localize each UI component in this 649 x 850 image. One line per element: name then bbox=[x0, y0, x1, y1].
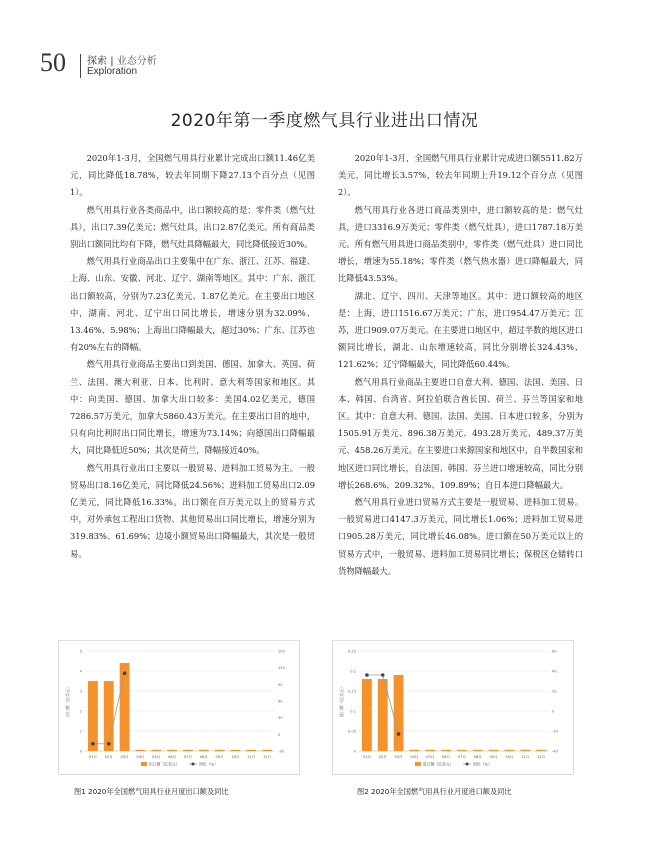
import-chart-bar bbox=[425, 750, 435, 751]
import-chart-x-tick-label: 07月 bbox=[457, 755, 467, 759]
right-paragraph-3: 湖北、辽宁、四川、天津等地区。其中：进口额较高的地区是：上海，进口1516.67万美元；广东，进口954.47万美元；江苏，进口909.07万美元。在主要进口地区中，超过半数的地区进口额同比增长，湖北、山东增速较高，同比分别增长324.43%、121.62%；辽宁降幅最大，同比降低60.44%。 bbox=[338, 290, 583, 370]
export-chart-y2-tick-label: 120 bbox=[278, 666, 285, 671]
export-chart-line-point bbox=[123, 671, 127, 675]
export-chart bbox=[58, 640, 300, 775]
import-chart-x-tick-label: 06月 bbox=[441, 755, 451, 759]
import-chart-line-point bbox=[381, 673, 385, 677]
export-chart-bar bbox=[215, 750, 225, 751]
figure-2-caption: 图2 2020年全国燃气用具行业月度进口额及同比 bbox=[357, 787, 512, 796]
export-chart-bar bbox=[151, 750, 161, 751]
export-chart-y-axis-label: 出口额（亿美元） bbox=[65, 685, 70, 717]
left-paragraph-1: 2020年1-3月，全国燃气用具行业累计完成出口额11.46亿美元，同比降低18.78%，较去年同期下降27.13个百分点（见图1）。 bbox=[70, 153, 315, 198]
right-paragraph-5: 燃气用具行业进口贸易方式主要是一般贸易、进料加工贸易。一般贸易进口4147.3万美元，同比增长1.06%；进料加工贸易进口905.28万美元，同比增长46.08%。进口额在50万美元以上的贸易方式中，一般贸易、进料加工贸易同比增长；保税区仓储转口货物降幅最大。 bbox=[338, 497, 583, 576]
right-paragraph-4: 燃气用具行业商品主要进口自意大利、德国、法国、美国、日本、韩国、台湾省、阿拉伯联合酋长国、荷兰、芬兰等国家和地区。其中：自意大利、德国、法国、美国、日本进口较多，分别为1505.91万美元、896.38万美元、493.28万美元、489.37万美元、458.26万美元。在主要进口来源国家和地区中，自半数国家和地区进口同比增长，自法国、韩国、芬兰进口增速较高，同比分别增长268.6%、209.32%、109.89%；自日本进口降幅最大。 bbox=[338, 376, 583, 490]
import-chart-line-point bbox=[397, 732, 401, 736]
import-chart-y2-tick-label: 60 bbox=[552, 649, 557, 654]
section-category: 探索 bbox=[87, 56, 107, 67]
import-chart-bar bbox=[457, 750, 467, 751]
figure-1-caption: 图1 2020年全国燃气用具行业月度出口额及同比 bbox=[74, 787, 229, 796]
export-chart-x-tick-label: 04月 bbox=[136, 755, 145, 759]
import-chart-y-axis-label: 进口额（亿美元） bbox=[339, 685, 344, 717]
export-chart-x-tick-label: 06月 bbox=[167, 755, 177, 759]
right-paragraph-2: 燃气用具行业各进口商品类别中，进口额较高的是：燃气灶具，进口3316.9万美元；零件类（燃气灶具），进口1787.18万美元。所有燃气用具进口商品类别中，零件类（燃气灶具）进口同比增长，增速为55.18%；零件类（燃气热水器）进口降幅最大，同比降低43.53%。 bbox=[338, 204, 583, 284]
section-label bbox=[87, 52, 157, 67]
left-paragraph-3: 燃气用具行业商品出口主要集中在广东、浙江、江苏、福建、上海、山东、安徽、河北、辽宁、湖南等地区。其中：广东、浙江出口额较高，分别为7.23亿美元、1.87亿美元。在主要出口地区中，湖南、河北、辽宁出口同比增长，增速分别为32.09%、13.46%、5.98%；上海出口降幅最大，超过30%；广东、江苏也有20%左右的降幅。 bbox=[70, 256, 315, 353]
section-label-en: Exploration bbox=[87, 66, 138, 77]
export-chart-line-point bbox=[91, 742, 95, 746]
export-chart-x-tick-label: 03月 bbox=[120, 755, 129, 759]
import-chart-x-tick-label: 05月 bbox=[426, 755, 435, 759]
export-chart-y2-tick-label: 60 bbox=[278, 699, 283, 704]
export-chart-x-tick-label: 12月 bbox=[262, 755, 272, 759]
export-chart-legend-line-label: 同比（%） bbox=[199, 761, 218, 767]
import-chart-x-tick-label: 04月 bbox=[410, 755, 419, 759]
import-chart-x-tick-label: 12月 bbox=[536, 755, 546, 759]
import-chart-x-tick-label: 08月 bbox=[473, 755, 482, 759]
export-chart-y2-tick-label: 150 bbox=[278, 649, 285, 654]
import-chart-y2-tick-label: 0 bbox=[552, 709, 555, 714]
import-chart-x-tick-label: 10月 bbox=[505, 755, 514, 759]
export-chart-y-tick-label: 1 bbox=[79, 729, 82, 734]
right-paragraph-1: 2020年1-3月，全国燃气用具行业累计完成进口额5511.82万美元，同比增长3.57%，较去年同期上升19.12个百分点（见图2）。 bbox=[338, 153, 583, 198]
export-chart-x-tick-label: 10月 bbox=[231, 755, 240, 759]
import-chart-bar bbox=[441, 750, 451, 751]
import-chart-y2-tick-label: -20 bbox=[552, 729, 558, 734]
import-chart-legend-bar-swatch bbox=[415, 762, 421, 766]
import-chart-bar bbox=[394, 675, 404, 751]
export-chart-y-tick-label: 0 bbox=[79, 749, 82, 754]
export-chart-y2-tick-label: -30 bbox=[278, 749, 284, 754]
section-separator: | bbox=[110, 56, 117, 67]
left-column bbox=[70, 150, 315, 563]
import-chart-bar bbox=[489, 750, 499, 751]
export-chart-bar bbox=[246, 750, 256, 751]
import-chart-legend-line-label: 同比（%） bbox=[473, 761, 492, 767]
export-chart-bar bbox=[88, 681, 98, 751]
export-chart-svg bbox=[59, 641, 299, 774]
export-chart-bar bbox=[167, 750, 177, 751]
export-chart-bar bbox=[199, 750, 209, 751]
import-chart-x-tick-label: 09月 bbox=[489, 755, 498, 759]
import-chart-y-tick-label: 0.15 bbox=[347, 689, 356, 694]
import-chart-y-tick-label: 0.1 bbox=[350, 709, 356, 714]
export-chart-x-tick-label: 08月 bbox=[199, 755, 208, 759]
export-chart-x-tick-label: 05月 bbox=[152, 755, 161, 759]
article-title: 2020年第一季度燃气具行业进出口情况 bbox=[170, 111, 479, 131]
import-chart-x-tick-label: 02月 bbox=[378, 755, 387, 759]
import-chart-y2-tick-label: -40 bbox=[552, 749, 558, 754]
import-chart-line-point bbox=[365, 673, 369, 677]
import-chart-y2-tick-label: 40 bbox=[552, 669, 557, 674]
export-chart-y2-tick-label: 90 bbox=[278, 682, 283, 687]
export-chart-y-tick-label: 4 bbox=[79, 669, 82, 674]
import-chart-bar bbox=[362, 679, 372, 751]
import-chart-y-tick-label: 0.25 bbox=[347, 649, 356, 654]
import-chart-legend-line-marker bbox=[466, 763, 469, 766]
import-chart-bar bbox=[536, 750, 546, 751]
export-chart-y-tick-label: 2 bbox=[79, 709, 82, 714]
right-column bbox=[338, 150, 583, 580]
header-divider bbox=[80, 54, 81, 78]
left-paragraph-5: 燃气用具行业出口主要以一般贸易、进料加工贸易为主。一般贸易出口8.16亿美元，同比降低24.56%；进料加工贸易出口2.09亿美元，同比降低16.33%。出口额在百万美元以上的贸易方式中，对外承包工程出口货物、其他贸易出口同比增长，增速分别为319.83%、61.69%；边境小额贸易出口降幅最大，其次是一般贸易。 bbox=[70, 462, 315, 559]
import-chart-y-tick-label: 0.05 bbox=[347, 729, 356, 734]
export-chart-x-tick-label: 07月 bbox=[183, 755, 193, 759]
export-chart-bar bbox=[104, 681, 114, 751]
import-chart-x-tick-label: 03月 bbox=[394, 755, 403, 759]
import-chart-bar bbox=[473, 750, 483, 751]
import-chart-x-tick-label: 11月 bbox=[521, 755, 530, 759]
import-chart-svg bbox=[333, 641, 573, 774]
export-chart-y2-tick-label: 0 bbox=[278, 732, 281, 737]
page-number: 50 bbox=[40, 48, 66, 77]
left-paragraph-2: 燃气用具行业各类商品中，出口额较高的是：零件类（燃气灶具），出口7.39亿美元；燃气灶具，出口2.87亿美元。所有商品类别出口额同比均有下降，燃气灶具降幅最大，同比降低接近30%。 bbox=[70, 204, 315, 250]
export-chart-x-tick-label: 02月 bbox=[104, 755, 113, 759]
export-chart-y-tick-label: 3 bbox=[79, 689, 82, 694]
import-chart-legend-bar-label: 进口额（亿美元） bbox=[423, 761, 454, 767]
export-chart-x-tick-label: 01月 bbox=[88, 755, 98, 759]
import-chart-x-tick-label: 01月 bbox=[362, 755, 372, 759]
import-chart-bar bbox=[378, 679, 388, 751]
export-chart-x-tick-label: 09月 bbox=[215, 755, 224, 759]
section-subcategory: 业态分析 bbox=[116, 56, 157, 67]
export-chart-bar bbox=[136, 750, 146, 751]
export-chart-x-tick-label: 11月 bbox=[247, 755, 256, 759]
export-chart-bar bbox=[183, 750, 193, 751]
export-chart-legend-bar-label: 出口额（亿美元） bbox=[149, 761, 180, 767]
import-chart-y-tick-label: 0.2 bbox=[350, 669, 356, 674]
left-paragraph-4: 燃气用具行业商品主要出口到美国、德国、加拿大、英国、荷兰、法国、澳大利亚、日本、比利时、意大利等国家和地区。其中：向美国、德国、加拿大出口较多：美国4.02亿美元，德国7286.57万美元，加拿大5860.43万美元。在主要出口目的地中，只有向比利时出口同比增长，增速为73.14%；向德国出口降幅最大，同比降低近50%；其次是荷兰，降幅接近40%。 bbox=[70, 359, 315, 456]
import-chart-bar bbox=[505, 750, 515, 751]
export-chart-legend-bar-swatch bbox=[141, 762, 147, 766]
import-chart-bar bbox=[520, 750, 530, 751]
import-chart-bar bbox=[410, 750, 420, 751]
export-chart-y-tick-label: 5 bbox=[79, 649, 82, 654]
export-chart-y2-tick-label: 30 bbox=[278, 716, 283, 721]
export-chart-bar bbox=[262, 750, 272, 751]
import-chart bbox=[332, 640, 574, 775]
export-chart-bar bbox=[120, 663, 130, 751]
import-chart-y2-tick-label: 20 bbox=[552, 689, 557, 694]
import-chart-y-tick-label: 0 bbox=[353, 749, 356, 754]
export-chart-line-point bbox=[107, 742, 111, 746]
export-chart-bar bbox=[231, 750, 241, 751]
export-chart-legend-line-marker bbox=[192, 763, 195, 766]
